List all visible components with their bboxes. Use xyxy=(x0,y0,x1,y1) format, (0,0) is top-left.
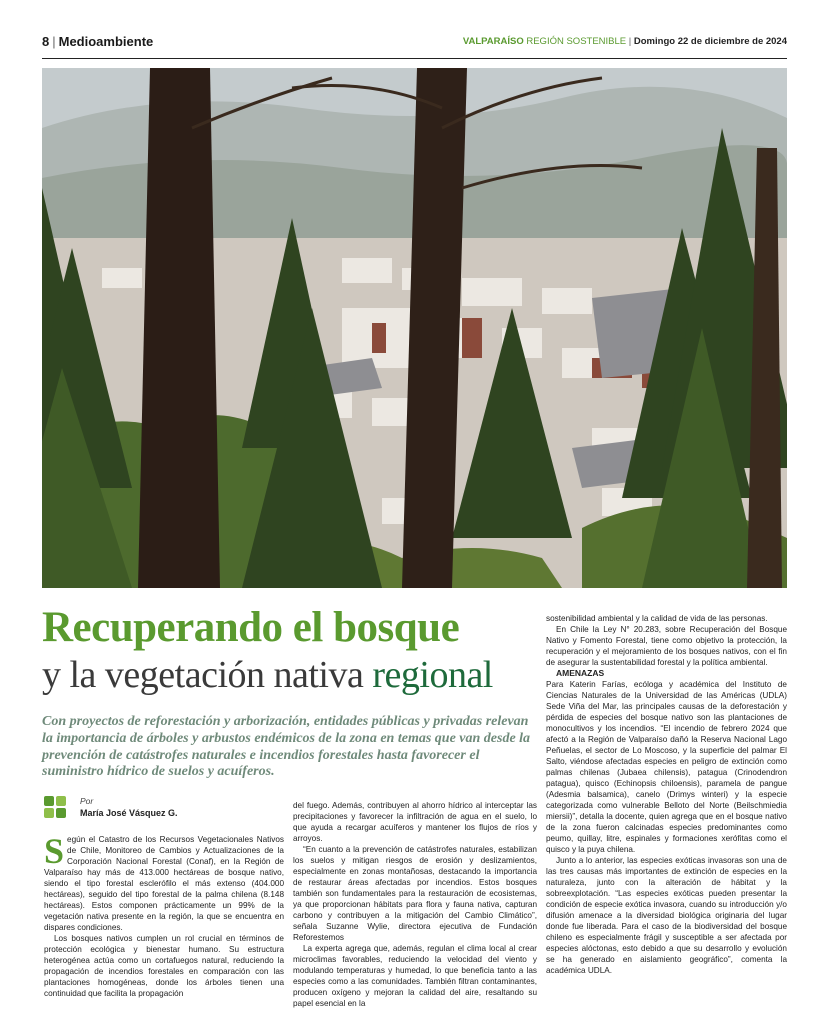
article-column-2 xyxy=(293,800,537,1009)
forest-photo xyxy=(42,68,787,588)
section-label: 8 | Medioambiente xyxy=(42,34,154,49)
paragraph: sostenibilidad ambiental y la calidad de vida de las personas. xyxy=(546,614,768,623)
paragraph: Junto a lo anterior, las especies exóticas invasoras son una de las tres causas más importantes de extinción de especies en la naturaleza, junto con la alteración de hábitat y la sobreexplotación. “Las especies exóticas pueden presentar la condición de especie exótica invasora, cuando su introducción y/o difusión amenace a la diversidad biológica originaria del lugar donde fue liberada. Para el caso de la biodiversidad del bosque chileno es especialmente frágil y susceptible a ser afectada por especies alóctonas, esto debido a que su desarrollo y evolución se ha generado en aislamiento geográfico”, comenta la académica UDLA. xyxy=(546,856,787,975)
paragraph: Para Katerin Farías, ecóloga y académica del Instituto de Ciencias Naturales de la Universidad de las Américas (UDLA) Sede Viña del Mar, las principales causas de la deforestación y pérdida de especies del bosque nativo son las plantaciones de monocultivos y los incendios. “El incendio de febrero 2024 que afectó a la Región de Valparaíso dañó la Reserva Nacional Lago Peñuelas, el sector de Lo Moscoso, y la superficie del palmar El Salto, viéndose afectadas especies en peligro de extinción como palmas chilenas (Jubaea chilensis), pataguа (Crinodendron patagua), quisco (Echinopsis chiloensis), paramela de pangue (Adesmia balsamica), canelo (Drimys winteri) y la especie categorizada como vulnerable Belloto del Norte (Beilschmiedia miersii)”, detalla la docente, quien agrega que en el bosque nativo de la zona fueron calcinadas especies predominantes como peumo, quillay, litre, espinales y formaciones xerófitas como el quisco y la puya chilena. xyxy=(546,680,787,854)
page-number: 8 xyxy=(42,34,50,49)
article-title-second-line xyxy=(42,656,542,694)
publication-logo-icon xyxy=(44,796,66,818)
paragraph: egún el Catastro de los Recursos Vegetacionales Nativos de Chile, Monitoreo de Cambios y Actualizaciones de la Corporación Nacional Forestal (Conaf), en la Región de Valparaíso hay más de 413.000 hectáreas de bosque nativo, siendo el tipo forestal esclerófilo el más extenso (404.000 hectáreas), seguido del tipo forestal de la palma chilena (8.148 hectáreas). Estos componen prácticamente un 99% de la vegetación nativa presente en la región, la que se encuentra en dispares condiciones. xyxy=(44,835,284,932)
article-column-3 xyxy=(546,613,787,976)
paragraph: Los bosques nativos cumplen un rol crucial en términos de protección ecológica y bienestar humano. Su estructura heterogénea actúa como un cortafuegos natural, reduciendo la propagación de incendios forestales en comparación con las plantaciones homogéneas, donde los árboles tienen una continuidad que facilita la propagación xyxy=(44,934,284,998)
byline-prefix: Por xyxy=(80,796,94,806)
paragraph: del fuego. Además, contribuyen al ahorro hídrico al interceptar las precipitaciones y favorecer la infiltración de agua en el suelo, lo que ayuda a recargar acuíferos y mantener los flujos de ríos y arroyos. xyxy=(293,801,537,843)
section-name: Medioambiente xyxy=(58,34,154,49)
page-header xyxy=(42,30,787,59)
title-part: y la vegetación nativa xyxy=(42,654,373,696)
article-title: Recuperando el bosque xyxy=(42,604,460,651)
section-subhead: AMENAZAS xyxy=(556,668,605,678)
paragraph: La experta agrega que, además, regulan el clima local al crear microclimas favorables, reduciendo la velocidad del viento y modulando temperaturas y humedad, lo que beneficia tanto a las especies como a las comunidades. También filtran contaminantes, producen oxígeno y mejoran la calidad del aire, resaltando su papel esencial en la xyxy=(293,944,537,1008)
article-column-1 xyxy=(44,831,284,999)
drop-cap: S xyxy=(44,831,65,871)
publication-info: VALPARAÍSO REGIÓN SOSTENIBLE | Domingo 22 de diciembre de 2024 xyxy=(462,36,787,47)
publication-date: Domingo 22 de diciembre de 2024 xyxy=(633,36,787,47)
author-name: María José Vásquez G. xyxy=(80,808,178,818)
article-lead: Con proyectos de reforestación y arborización, entidades públicas y privadas relevan la importancia de árboles y arbustos endémicos de la zona en temas que van desde la prevención de catástrofes naturales e incendios forestales hasta favorecer el suministro hídrico de suelos y acuíferos. xyxy=(42,714,531,780)
publication-name: VALPARAÍSO xyxy=(462,36,524,47)
byline xyxy=(44,796,284,820)
title-highlight: regional xyxy=(372,654,493,696)
paragraph: “En cuanto a la prevención de catástrofes naturales, estabilizan los suelos y mitigan riesgos de erosión y deslizamientos, especialmente en zonas montañosas, destacando la importancia de restaurar áreas afectadas por incendios. Estos bosques también son fundamentales para la restauración de ecosistemas, ya que proporcionan hábitats para flora y fauna nativa, capturan carbono y contribuyen a la mitigación del Cambio Climático”, señala Suzanne Wylie, directora ejecutiva de Fundación Reforestemos xyxy=(293,845,537,942)
paragraph: En Chile la Ley N° 20.283, sobre Recuperación del Bosque Nativo y Fomento Forestal, tiene como objetivo la protección, la recuperación y el mejoramiento de los bosques nativos, con el fin de asegurar la sustentabilidad forestal y la política ambiental. xyxy=(546,625,787,667)
publication-subtitle: REGIÓN SOSTENIBLE xyxy=(526,36,627,47)
